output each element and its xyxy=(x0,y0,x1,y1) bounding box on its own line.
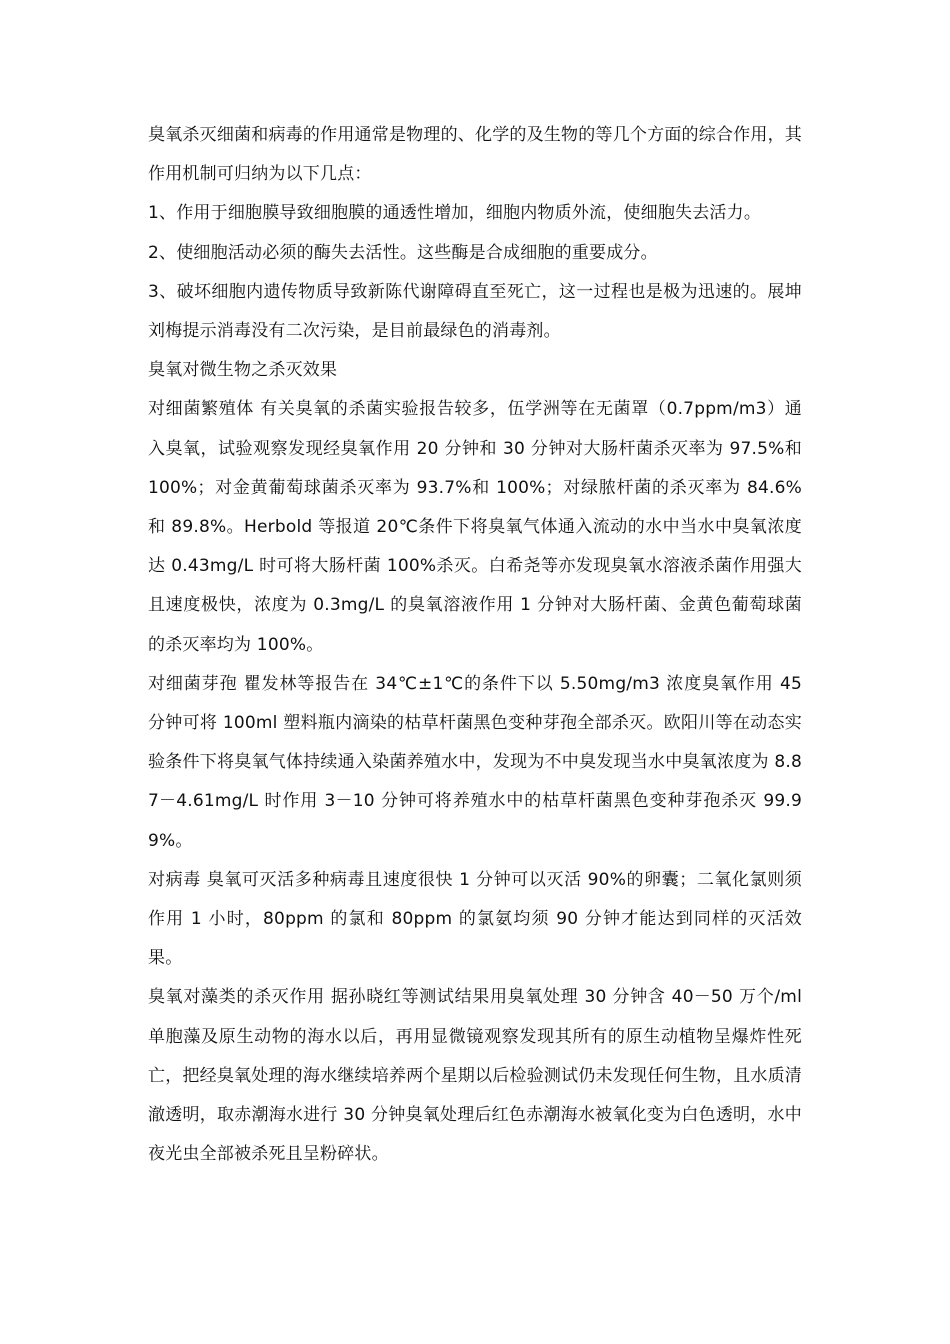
section-heading: 臭氧对微生物之杀灭效果 xyxy=(148,360,338,381)
paragraph-intro: 臭氧杀灭细菌和病毒的作用通常是物理的、化学的及生物的等几个方面的综合作用，其作用机制可归纳为以下几点： xyxy=(148,125,802,185)
paragraph-bacteria-spores: 对细菌芽孢 瞿发林等报告在 34℃±1℃的条件下以 5.50mg/m3 浓度臭氧作用 45 分钟可将 100ml 塑料瓶内滴染的枯草杆菌黑色变种芽孢全部杀灭。欧阳川等在动态实验条件下将臭氧气体持续通入染菌养殖水中，发现为不中臭发现当水中臭氧浓度为 8.87－4.61mg/L 时作用 3－10 分钟可将养殖水中的枯草杆菌黑色变种芽孢杀灭 99.99%。 xyxy=(148,673,802,851)
paragraph-bacteria-vegetative: 对细菌繁殖体 有关臭氧的杀菌实验报告较多，伍学洲等在无菌罩（0.7ppm/m3）通入臭氧，试验观察发现经臭氧作用 20 分钟和 30 分钟对大肠杆菌杀灭率为 97.5%和 100%；对金黄葡萄球菌杀灭率为 93.7%和 100%；对绿脓杆菌的杀灭率为 84.6%和 89.8%。Herbold 等报道 20℃条件下将臭氧气体通入流动的水中当水中臭氧浓度达 0.43mg/L 时可将大肠杆菌 100%杀灭。白希尧等亦发现臭氧水溶液杀菌作用强大且速度极快，浓度为 0.3mg/L 的臭氧溶液作用 1 分钟对大肠杆菌、金黄色葡萄球菌的杀灭率均为 100%。 xyxy=(148,399,802,655)
document-body xyxy=(148,116,802,1174)
paragraph-point-3: 3、破坏细胞内遗传物质导致新陈代谢障碍直至死亡，这一过程也是极为迅速的。展坤刘梅提示消毒没有二次污染，是目前最绿色的消毒剂。 xyxy=(148,281,802,342)
paragraph-point-1: 1、作用于细胞膜导致细胞膜的通透性增加，细胞内物质外流，使细胞失去活力。 xyxy=(148,203,762,224)
paragraph-point-2: 2、使细胞活动必须的酶失去活性。这些酶是合成细胞的重要成分。 xyxy=(148,242,658,263)
paragraph-algae: 臭氧对藻类的杀灭作用 据孙晓红等测试结果用臭氧处理 30 分钟含 40－50 万个/ml 单胞藻及原生动物的海水以后，再用显微镜观察发现其所有的原生动植物呈爆炸性死亡，把经臭氧处理的海水继续培养两个星期以后检验测试仍未发现任何生物，且水质清澈透明，取赤潮海水进行 30 分钟臭氧处理后红色赤潮海水被氧化变为白色透明，水中夜光虫全部被杀死且呈粉碎状。 xyxy=(148,987,802,1165)
paragraph-virus: 对病毒 臭氧可灭活多种病毒且速度很快 1 分钟可以灭活 90%的卵囊；二氧化氯则须作用 1 小时，80ppm 的氯和 80ppm 的氯氨均须 90 分钟才能达到同样的灭活效果。 xyxy=(148,869,802,969)
